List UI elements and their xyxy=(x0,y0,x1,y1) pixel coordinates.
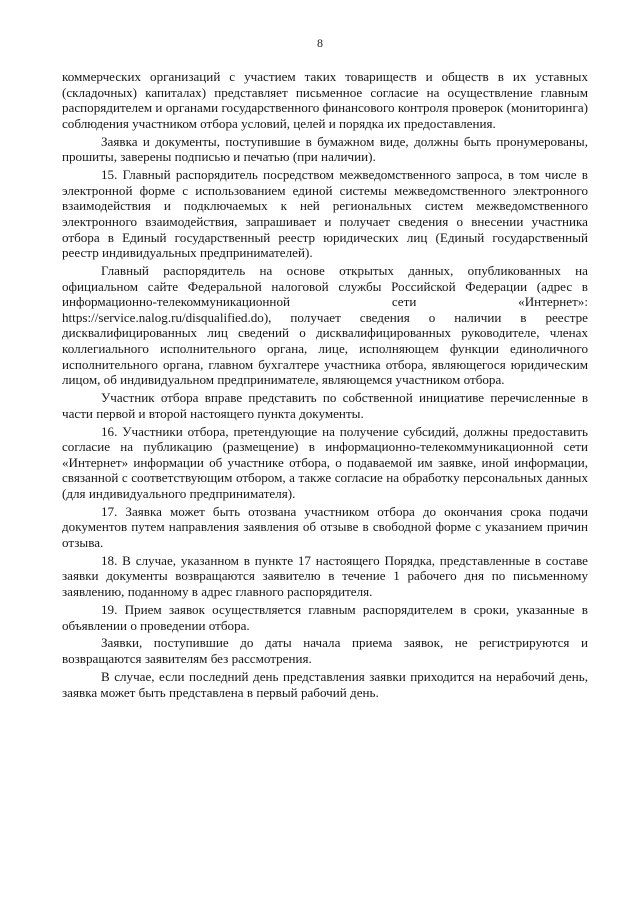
paragraph-item-17: 17. Заявка может быть отозвана участником отбора до окончания срока подачи документов путем направления заявления об отзыве в свободной форме с указанием причин отзыва. xyxy=(62,503,588,550)
paragraph: Участник отбора вправе представить по собственной инициативе перечисленные в части первой и второй настоящего пункта документы. xyxy=(62,390,588,421)
paragraph: В случае, если последний день представления заявки приходится на нерабочий день, заявка может быть представлена в первый рабочий день. xyxy=(62,668,588,700)
paragraph-continuation: коммерческих организаций с участием таких товариществ и обществ в их уставных (складочных) капиталах) представляет письменное согласие на осуществление главным распорядителем и органами государственного финансового контроля проверок (мониторинга) соблюдения участником отбора условий, целей и порядка их предоставления. xyxy=(62,69,588,131)
document-body xyxy=(62,69,588,702)
paragraph: Главный распорядитель на основе открытых данных, опубликованных на официальном сайте Федеральной налоговой службы Российской Федерации (адрес в информационно-телекоммуникационной сети «Интернет»: https://service.nalog.ru/disqualified.do), получает сведения о наличии в реестре дисквалифицированных лиц сведений о дисквалифицированных руководителе, членах коллегиального исполнительного органа, лице, исполняющем функции единоличного исполнительного органа, главном бухгалтере участника отбора, являющегося юридическим лицом, об индивидуальном предпринимателе, являющемся участником отбора. xyxy=(62,263,588,388)
paragraph-item-16: 16. Участники отбора, претендующие на получение субсидий, должны предоставить согласие на публикацию (размещение) в информационно-телекоммуникационной сети «Интернет» информации об участнике отбора, о подаваемой им заявке, иной информации, связанной с соответствующим отбором, а также согласие на обработку персональных данных (для индивидуального предпринимателя). xyxy=(62,423,588,501)
paragraph-item-18: 18. В случае, указанном в пункте 17 настоящего Порядка, представленные в составе заявки документы возвращаются заявителю в течение 1 рабочего дня по письменному заявлению, поданному в адрес главного распорядителя. xyxy=(62,552,588,600)
paragraph-item-19: 19. Прием заявок осуществляется главным распорядителем в сроки, указанные в объявлении о проведении отбора. xyxy=(62,601,588,633)
page-number: 8 xyxy=(317,36,323,50)
paragraph: Заявки, поступившие до даты начала приема заявок, не регистрируются и возвращаются заявителям без рассмотрения. xyxy=(62,635,588,667)
paragraph: Заявка и документы, поступившие в бумажном виде, должны быть пронумерованы, прошиты, заверены подписью и печатью (при наличии). xyxy=(62,133,588,165)
paragraph-item-15: 15. Главный распорядитель посредством межведомственного запроса, в том числе в электронной форме с использованием единой системы межведомственного электронного взаимодействия и подключаемых к ней региональных систем межведомственного электронного взаимодействия, запрашивает и получает сведения о внесении участника отбора в Единый государственный реестр юридических лиц (Единый государственный реестр индивидуальных предпринимателей). xyxy=(62,167,588,261)
